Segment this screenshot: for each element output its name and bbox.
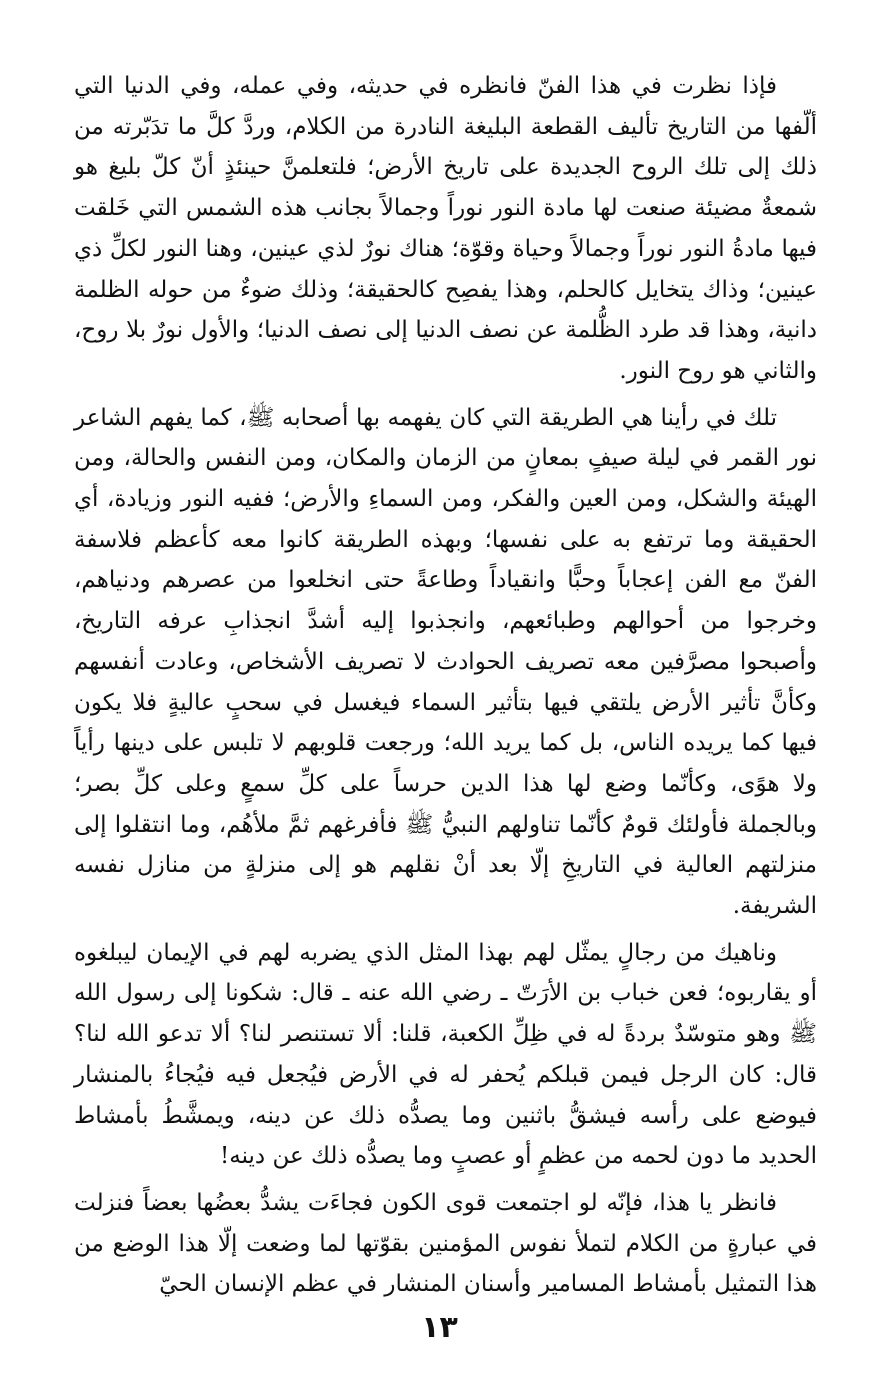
paragraph-4: فانظر يا هذا، فإنّه لو اجتمعت قوى الكون فجاءَت يشدُّ بعضُها بعضاً فنزلت في عبارةٍ من الكلام لتملأ نفوس المؤمنين بقوّتها لما وضعت إلّا هذا الوضع من هذا التمثيل بأمشاط المسامير وأسنان المنشار في عظم الإنسان الحيّ: [74, 1189, 817, 1298]
paragraph-3: وناهيك من رجالٍ يمثّل لهم بهذا المثل الذي يضربه لهم في الإيمان ليبلغوه أو يقاربوه؛ فعن خباب بن الأرَتّ ـ رضي الله عنه ـ قال: شكونا إلى رسول الله ﷺ وهو متوسّدٌ بردةً له في ظِلِّ الكعبة، قلنا: ألا تستنصر لنا؟ ألا تدعو الله لنا؟ قال: كان الرجل فيمن قبلكم يُحفر له في الأرض فيُجعل فيه فيُجاءُ بالمنشار فيوضع على رأسه فيشقُّ باثنين وما يصدُّه ذلك عن دينه، ويمشَّطُ بأمشاط الحديد ما دون لحمه من عظمٍ أو عصبٍ وما يصدُّه ذلك عن دينه!: [74, 939, 817, 1170]
body-text: [74, 66, 817, 1305]
paragraph-2: تلك في رأينا هي الطريقة التي كان يفهمه بها أصحابه ﷺ، كما يفهم الشاعر نور القمر في ليلة صيفٍ بمعانٍ من الزمان والمكان، ومن النفس والحالة، ومن الهيئة والشكل، ومن العين والفكر، ومن السماءِ والأرض؛ ففيه النور وزيادة، أي الحقيقة وما ترتفع به على نفسها؛ وبهذه الطريقة كانوا معه كأعظم فلاسفة الفنّ مع الفن إعجاباً وحبًّا وانقياداً وطاعةً حتى انخلعوا من عصرهم ودنياهم، وخرجوا من أحوالهم وطبائعهم، وانجذبوا إليه أشدَّ انجذابِ عرفه التاريخ، وأصبحوا مصرَّفين معه تصريف الحوادث لا تصريف الأشخاص، وعادت أنفسهم وكأنَّ تأثير الأرض يلتقي فيها بتأثير السماء فيغسل في سحبٍ عاليةٍ فلا يكون فيها كما يريده الناس، بل كما يريد الله؛ ورجعت قلوبهم لا تلبس على دينها رأياً ولا هوًى، وكأنّما وضع لها هذا الدين حرساً على كلِّ سمعٍ وعلى كلِّ بصر؛ وبالجملة فأولئك قومٌ كأنّما تناولهم النبيُّ ﷺ فأفرغهم ثمَّ ملأهُم، وما انتقلوا إلى منزلتهم العالية في التاريخِ إلّا بعد أنْ نقلهم هو إلى منزلةٍ من منازل نفسه الشريفة.: [74, 404, 817, 920]
page-number: ١٣: [421, 1310, 458, 1345]
paragraph-1: فإذا نظرت في هذا الفنّ فانظره في حديثه، وفي عمله، وفي الدنيا التي ألّفها من التاريخ تأليف القطعة البليغة النادرة من الكلام، وردَّ كلَّ ما تدَبّرته من ذلك إلى تلك الروح الجديدة على تاريخ الأرض؛ فلتعلمنَّ حينئذٍ أنّ كلّ بليغ هو شمعةٌ مضيئة صنعت لها مادة النور نوراً وجمالاً بجانب هذه الشمس التي خَلقت فيها مادةُ النور نوراً وجمالاً وحياة وقوّة؛ هناك نورٌ لذي عينين، وهنا النور لكلِّ ذي عينين؛ وذاك يتخايل كالحلم، وهذا يفصِح كالحقيقة؛ وذلك ضوءٌ من حوله الظلمة دانية، وهذا قد طرد الظُّلمة عن نصف الدنيا إلى نصف الدنيا؛ والأول نورٌ بلا روح، والثاني هو روح النور.: [74, 73, 817, 384]
